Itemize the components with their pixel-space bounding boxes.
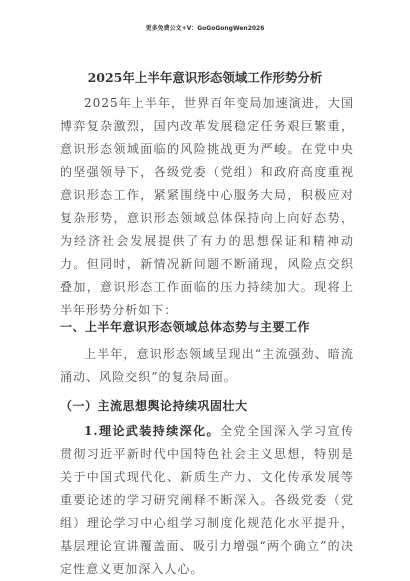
point-1-lead: 1.理论武装持续深化。 <box>84 424 220 438</box>
intro-text: 2025年上半年，世界百年变局加速演进，大国博弈复杂激烈，国内改革发展稳定任务艰巨繁重，意识形态领域面临的风险挑战更为严峻。在党中央的坚强领导下，各级党委（党组）和政府高度重视意识形态工作，紧紧围绕中心服务大局，积极应对复杂形势，意识形态领域总体保持向上向好态势，为经济社会发展提供了有力的思想保证和精神动力。但同时，新情况新问题不断涌现，风险点交织叠加，意识形态工作面临的压力持续加大。现将上半年形势分析如下： <box>60 96 354 317</box>
header-note: 更多免费公文+V：GoGoGongWen2026 <box>145 25 265 32</box>
point-1-paragraph <box>60 420 354 581</box>
document-title: 2025年上半年意识形态领域工作形势分析 <box>87 70 323 85</box>
section-1-heading: 一、上半年意识形态领域总体态势与主要工作 <box>60 320 311 334</box>
intro-paragraph <box>60 92 354 322</box>
point-1-body: 全党全国深入学习宣传贯彻习近平新时代中国特色社会主义思想，特别是关于中国式现代化、新质生产力、文化传承发展等重要论述的学习研究阐释不断深入。各级党委（党组）理论学习中心组学习制度化规范化水平提升，基层理论宣讲覆盖面、吸引力增强“两个确立”的决定性意义更加深入人心。 <box>60 424 354 576</box>
point-1-text <box>60 420 354 581</box>
section-1-text: 上半年，意识形态领域呈现出“主流强劲、暗流涌动、风险交织”的复杂局面。 <box>60 347 354 384</box>
section-1-paragraph <box>60 343 354 389</box>
subsection-1-heading: （一）主流思想舆论持续巩固壮大 <box>60 399 248 413</box>
